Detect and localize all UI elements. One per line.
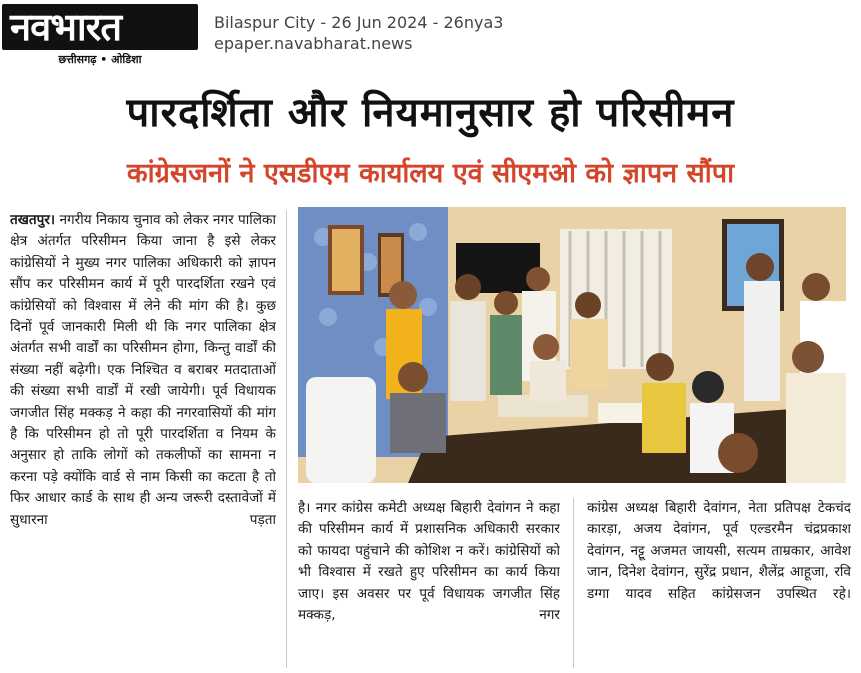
- article-photo: [298, 207, 846, 483]
- logo-subtitle: छत्तीसगढ़ • ओडिशा: [58, 53, 142, 66]
- article-column-1: [10, 210, 276, 668]
- article-headline: पारदर्शिता और नियमानुसार हो परिसीमन: [126, 90, 735, 136]
- edition-line: Bilaspur City - 26 Jun 2024 - 26nya3: [214, 13, 504, 32]
- masthead: [0, 0, 861, 72]
- article-subheadline: कांग्रेसजनों ने एसडीएम कार्यालय एवं सीएमओ को ज्ञापन सौंपा: [126, 158, 735, 189]
- column-1-text: नगरीय निकाय चुनाव को लेकर नगर पालिका क्षेत्र अंतर्गत परिसीमन किया जाना है इसे लेकर कांग्रेसियों ने मुख्य नगर पालिका अधिकारी को ज्ञापन सौंप कर परिसीमन कार्य में पूरी पारदर्शिता रखने एवं कांग्रेसियों को विश्वास में लेने की मांग की है। कुछ दिनों पूर्व जानकारी मिली थी कि नगर पालिका क्षेत्र अंतर्गत सभी वार्डों का परिसीमन होगा, किन्तु वार्डों की संख्या नहीं बढ़ेगी। एक निश्चित व बराबर मतदाताओं की संख्या सभी वार्डों में रखी जायेगी। पूर्व विधायक जगजीत सिंह मक्कड़ ने कहा की नगरवासियों की मांग है कि परिसीमन हो तो पूरी पारदर्शिता व नियम के अनुसार हो ताकि लोगों को तकलीफों का सामना न करना पड़े क्योंकि वार्ड से नाम किसी का कटता है तो फिर आधार कार्ड के साथ ही अन्य जरूरी दस्तावेजों में सुधारना पड़ता: [10, 212, 276, 528]
- group-photo-office-meeting: [298, 207, 846, 483]
- logo-box: [2, 4, 198, 50]
- edition-info: [214, 12, 503, 54]
- logo-text: नवभारत: [10, 5, 121, 49]
- column-3-last-line: कांग्रेसजन उपस्थित रहे।: [711, 585, 851, 602]
- article-column-3: [587, 498, 851, 668]
- epaper-url[interactable]: epaper.navabharat.news: [214, 34, 413, 53]
- newspaper-logo: [2, 4, 202, 64]
- article-column-2: [298, 498, 560, 668]
- column-2-text: है। नगर कांग्रेस कमेटी अध्यक्ष बिहारी देवांगन ने कहा की परिसीमन कार्य में प्रशासनिक अधिकारी सरकार को फायदा पहुंचाने की कोशिश न करें। कांग्रेसियों को भी विश्वास में रखते हुए परिसीमन का कार्य किया जाए। इस अवसर पर पूर्व विधायक जगजीत सिंह मक्कड़, नगर: [298, 500, 560, 624]
- column-divider: [286, 210, 287, 668]
- column-3-text: कांग्रेस अध्यक्ष बिहारी देवांगन, नेता प्रतिपक्ष टेकचंद कारड़ा, अजय देवांगन, पूर्व एल्डरमैन चंद्रप्रकाश देवांगन, नट्टू अजमत जायसी, सत्यम ताम्रकार, आवेश जान, दिनेश देवांगन, सुरेंद्र प्रधान, शैलेंद्र आहूजा, रवि डग्गा यादव सहित: [587, 500, 851, 602]
- dateline: तखतपुर।: [10, 212, 56, 228]
- column-divider: [573, 498, 574, 668]
